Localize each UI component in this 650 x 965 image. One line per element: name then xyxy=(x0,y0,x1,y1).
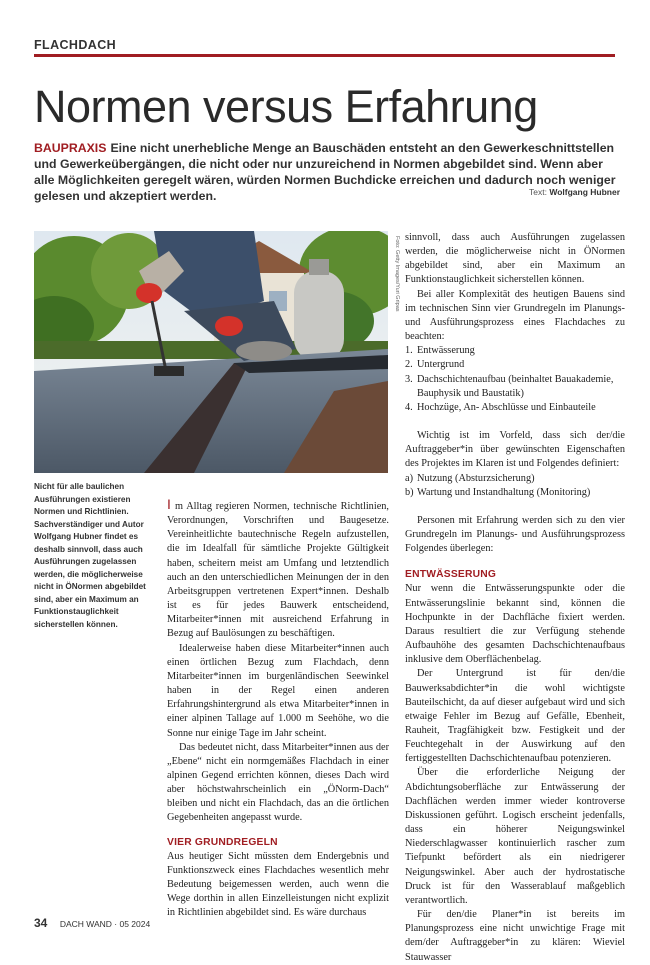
body-paragraph: I m Alltag regieren Normen, technische Richtlinien, Verordnungen, Vorschriften und Baugesetze. Vereinheitlichte bautechnische Regeln aufzustellen, die im Idealfall für sämtliche Projekte Gültigkeit haben, scheitern meist am Umfang und letztendlich auch an den unterschiedlichen Meinungen der in den Arbeitsgruppen vertretenen Expert*innen. Deshalb ist es für jedes Bauwerk entscheidend, Mitarbeiter*innen mit ausreichend Erfahrung in Bezug auf Baulösungen zu beschäftigen. xyxy=(167,496,389,640)
body-paragraph: Der Untergrund ist für den/die Bauwerksabdichter*in die wohl wichtigste Bauteilschicht, da auf dieser aufgebaut wird und sich etwaige Fehler im Bezug auf Gefälle, Ebenheit, Rauheit, Tragfähigkeit bzw. Festigkeit und der Feuchtegehalt in der Auswirkung auf den fertiggestellten Dachschichtenaufbau potenzieren. xyxy=(405,668,625,765)
section-rule xyxy=(34,54,615,57)
section-label: FLACHDACH xyxy=(34,38,117,52)
article-photo xyxy=(34,231,388,473)
subheading-entwaesserung: ENTWÄSSERUNG xyxy=(405,569,497,581)
body-paragraph: Bei aller Komplexität des heutigen Bauens sind im technischen Sinn vier Grundregeln im Planungs- und Ausführungsprozess eines Flachdaches zu beachten: xyxy=(405,288,625,343)
list-item: 1. Entwässerung xyxy=(405,345,475,357)
author-label: Text: xyxy=(529,187,547,197)
article-title: Normen versus Erfahrung xyxy=(34,81,538,132)
magazine-issue: DACH WAND · 05 2024 xyxy=(59,919,151,929)
roofer-photo-illustration xyxy=(34,231,388,473)
body-paragraph: sinnvoll, dass auch Ausführungen zugelassen werden, die möglicherweise nicht in ÖNormen abgebildet sind, aber ein Maximum an Funktionstauglichkeit sicherstellen können. xyxy=(405,232,625,286)
author-name: Wolfgang Hubner xyxy=(549,187,620,197)
body-paragraph: Personen mit Erfahrung werden sich zu den vier Grundregeln im Planungs- und Ausführungsprozess Folgendes überlegen: xyxy=(405,514,625,555)
definitions-list xyxy=(405,472,625,500)
list-item: 3. Dachschichtenaufbau (beinhaltet Bauakademie, Bauphysik und Baustatik) xyxy=(405,373,614,399)
body-paragraph: Für den/die Planer*in ist bereits im Planungsprozess eine nicht unwichtige Frage mit dem/der Auftraggeber*in zu klären: Wieviel Stauwasser xyxy=(405,909,625,963)
list-item: b) Wartung und Instandhaltung (Monitoring) xyxy=(405,486,591,498)
body-paragraph: Wichtig ist im Vorfeld, dass sich der/die Auftraggeber*in über gewünschten Eigenschaften des Projektes im Klaren ist und Folgendes definiert: xyxy=(405,430,625,470)
rules-list xyxy=(405,344,625,415)
photo-credit: Foto: Getty Images/Yuri Gripas xyxy=(394,236,400,312)
body-paragraph: Über die erforderliche Neigung der Abdichtungsoberfläche zur Entwässerung der Dachflächen werden immer wieder kontroverse Diskussionen geführt. Logisch erscheint jedenfalls, dass ein höherer Neigungswinkel Niederschlagwasser kontinuierlich rascher zum Tiefpunkt befördert als ein niedrigerer Neigungswinkel. Aber auch der hydrostatische Druck ist für den Wasserablauf maßgeblich verantwortlich. xyxy=(405,767,625,906)
lead-text: Eine nicht unerhebliche Menge an Bauschäden entsteht an den Gewerkeschnittstellen und Gewerkeübergängen, die nicht oder nur unzureichend in Normen abgebildet sind. Wenn aber alle Möglichkeiten geregelt wären, würden Normen Buchdicke erreichen und dadurch noch weniger gelesen und akzeptiert werden. xyxy=(34,141,616,203)
list-item: 2. Untergrund xyxy=(405,359,465,371)
lead-keyword: BAUPRAXIS xyxy=(34,141,107,155)
body-paragraph: Das bedeutet nicht, dass Mitarbeiter*innen aus der „Ebene“ nicht ein normgemäßes Flachdach in einer alpinen Gegend errichten können, dieses Dach wird aber höchstwahrscheinlich ein „ÖNorm-Dach“ bleiben und nicht ein Flachdach, das an die örtlichen Gegebenheiten angepasst wurde. xyxy=(167,741,389,824)
author-credit xyxy=(529,187,620,197)
page-footer xyxy=(34,914,150,932)
body-paragraph: Nur wenn die Entwässerungspunkte oder die Entwässerungslinie bekannt sind, können die Hochpunkte in der Dachfläche fixiert werden. Daraus resultiert die zur Verfügung stehende Aufbauhöhe des gesamten Dachschichtenaufbaus inklusive dem Oberflächenbelag. xyxy=(405,583,625,666)
drop-initial: I xyxy=(167,496,171,512)
subheading-vier-grundregeln: VIER GRUNDREGELN xyxy=(167,836,278,848)
page-number: 34 xyxy=(34,916,48,930)
photo-caption: Nicht für alle baulichen Ausführungen existieren Normen und Richtlinien. Sachverständiger und Autor Wolfgang Hubner findet es deshalb sinnvoll, dass auch Ausführungen zugelassen werden, die möglicherweise nicht in ÖNormen abgebildet sind, aber ein Maximum an Funktionstauglichkeit sicherstellen können. xyxy=(34,482,146,629)
list-item: 4. Hochzüge, An- Abschlüsse und Einbauteile xyxy=(405,401,596,413)
article-column-1 xyxy=(167,497,389,921)
body-paragraph: Idealerweise haben diese Mitarbeiter*innen auch einen örtlichen Bezug zum Flachdach, denn Mitarbeiter*innen im burgenländischen Seewinkel haben in der Regel einen anderen Erfahrungshintergrund als etwa Mitarbeiter*innen in einer alpinen Tallage auf 1.000 m Seehöhe, wo die Sonne nur einige Tage im Jahr scheint. xyxy=(167,642,389,739)
article-column-2 xyxy=(405,231,625,965)
list-item: a) Nutzung (Absturzsicherung) xyxy=(405,472,535,484)
body-paragraph: Aus heutiger Sicht müssten dem Endergebnis und Funktionszweck eines Flachdaches wesentlich mehr Bedeutung beigemessen werden, auch wenn die Wege dorthin in allen Einzelleistungen nicht explizit in Richtlinien abgebildet sind. Es wäre durchaus xyxy=(167,850,389,919)
